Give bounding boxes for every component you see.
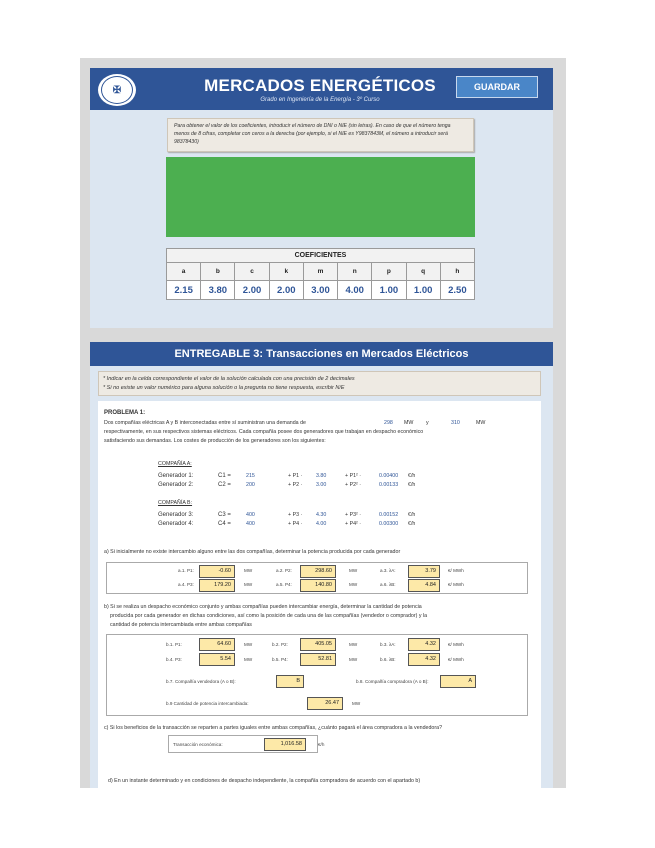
answer-cell-lambda-a[interactable]: 4.32	[408, 638, 440, 651]
university-logo	[96, 72, 138, 108]
answer-label: b.4. P3:	[166, 657, 182, 662]
coef-value: 1.00	[406, 281, 440, 300]
coef-header: q	[406, 263, 440, 281]
warning-note	[98, 371, 541, 396]
answer-label: a.5. P4:	[276, 582, 292, 587]
answer-label: b.6. λB:	[380, 657, 396, 662]
coef-header: n	[338, 263, 372, 281]
unit-label: €/h	[318, 742, 325, 747]
problem-intro-3: satisfaciendo sus demandas. Los costes de producción de los generadores son los siguientes:	[104, 438, 326, 444]
generator-3-name: Generador 3:	[158, 512, 194, 518]
answer-cell-p2[interactable]: 405.05	[300, 638, 336, 651]
answer-cell-p3[interactable]: 5.54	[199, 653, 235, 666]
generator-1-name: Generador 1:	[158, 473, 194, 479]
seal-icon: ✠	[101, 76, 133, 104]
unit-label: MW	[349, 568, 358, 573]
answer-label: a.3. λA:	[380, 568, 396, 573]
answer-cell-p4[interactable]: 140.80	[300, 579, 336, 592]
problem-intro-1: Dos compañías eléctricas A y B interconectadas entre sí suministran una demanda de	[104, 420, 306, 426]
answer-cell-buyer[interactable]: A	[440, 675, 476, 688]
unit-label: MW	[349, 657, 358, 662]
coef-header: b	[201, 263, 235, 281]
unit-label: MW	[244, 568, 253, 573]
generator-2-c0: 200	[246, 482, 255, 488]
answer-cell-p2[interactable]: 298.60	[300, 565, 336, 578]
generator-1-p2: + P1² ·	[345, 473, 362, 479]
generator-2-p: + P2 ·	[288, 482, 303, 488]
coef-value: 1.00	[372, 281, 406, 300]
answer-label: b.1. P1:	[166, 642, 182, 647]
unit-label: MW	[244, 642, 253, 647]
generator-4-c0: 400	[246, 521, 255, 527]
answer-label: a.1. P1:	[178, 568, 194, 573]
generator-3-p2: + P3² ·	[345, 512, 362, 518]
generator-2-unit: €/h	[408, 482, 416, 488]
answer-label: a.2. P2:	[276, 568, 292, 573]
dni-input-area[interactable]	[166, 157, 475, 237]
answer-label: a.4. P3:	[178, 582, 194, 587]
generator-4-unit: €/h	[408, 521, 416, 527]
answer-label: Transacción económica:	[173, 742, 223, 747]
generator-4-name: Generador 4:	[158, 521, 194, 527]
generator-2-p2: + P2² ·	[345, 482, 362, 488]
generator-3-c0: 400	[246, 512, 255, 518]
generator-4-p: + P4 ·	[288, 521, 303, 527]
generator-4-c2: 0.00300	[379, 521, 399, 527]
unit-label: MW	[244, 657, 253, 662]
generator-3-p: + P3 ·	[288, 512, 303, 518]
answer-cell-p1[interactable]: -0.60	[199, 565, 235, 578]
generator-3-c2: 0.00152	[379, 512, 399, 518]
coef-value: 4.00	[338, 281, 372, 300]
question-b-1: b) Si se realiza un despacho económico conjunto y ambas compañías pueden intercambiar energía, determinar la cantidad de potencia	[104, 604, 422, 610]
generator-1-c0: 215	[246, 473, 255, 479]
generator-2-c2: 0.00133	[379, 482, 399, 488]
unit-label: MW	[244, 582, 253, 587]
warning-line-2: * Si no existe un valor numérico para alguna solución o la pregunta no tiene respuesta, escribir N/E	[103, 385, 345, 391]
generator-1-unit: €/h	[408, 473, 416, 479]
save-button[interactable]: GUARDAR	[456, 76, 538, 98]
generator-1-c1: 3.80	[316, 473, 327, 479]
answer-cell-exchange[interactable]: 26.47	[307, 697, 343, 710]
answer-cell-transaction[interactable]: 1,016.58	[264, 738, 306, 751]
answer-label: b.8. Compañía compradora (A o B):	[356, 679, 429, 684]
coef-header: a	[167, 263, 201, 281]
answer-cell-lambda-a[interactable]: 3.79	[408, 565, 440, 578]
answer-cell-lambda-b[interactable]: 4.32	[408, 653, 440, 666]
generator-4-c: C4 =	[218, 521, 231, 527]
answer-label: b.7. Compañía vendedora (A o B):	[166, 679, 236, 684]
deliverable-title: ENTREGABLE 3: Transacciones en Mercados Eléctricos	[90, 342, 553, 366]
answer-cell-seller[interactable]: B	[276, 675, 304, 688]
page-subtitle: Grado en Ingeniería de la Energía - 3º Curso	[260, 97, 380, 103]
question-b-2: producida por cada generador en dichas condiciones, así como la posición de cada una de las compañías (vendedor o comprador) y la	[110, 613, 428, 619]
unit-label: MW	[476, 420, 486, 426]
answer-label: b.2. P2:	[272, 642, 288, 647]
unit-label: €/ MWh	[448, 657, 464, 662]
coef-value: 2.50	[440, 281, 474, 300]
question-d: d) En un instante determinado y en condiciones de despacho independiente, la compañía compradora de acuerdo con el apartado b)	[108, 778, 421, 784]
question-b-3: cantidad de potencia intercambiada entre ambas compañías	[110, 622, 252, 628]
answer-label: b.3. λA:	[380, 642, 396, 647]
coef-value: 3.80	[201, 281, 235, 300]
coef-header: c	[235, 263, 269, 281]
problem-intro-2: respectivamente, en sus respectivos sistemas eléctricos. Cada compañía posee dos generadores que trabajan en despacho económico	[104, 429, 424, 435]
demand-b: 310	[451, 420, 460, 426]
answer-cell-p3[interactable]: 179.20	[199, 579, 235, 592]
question-a: a) Si inicialmente no existe intercambio alguno entre las dos compañías, determinar la potencia producida por cada generador	[104, 549, 401, 555]
generator-3-unit: €/h	[408, 512, 416, 518]
generator-2-name: Generador 2:	[158, 482, 194, 488]
coef-header: h	[440, 263, 474, 281]
instructions-note: Para obtener el valor de los coeficientes, introducir el número de DNI o NIE (sin letras). En caso de que el número tenga menos de 8 cifras, completar con ceros a la derecha (por ejemplo, si el NIE es Y9837843M, el número a introducir será 98378430)	[167, 118, 474, 152]
question-c: c) Si los beneficios de la transacción se reparten a partes iguales entre ambas compañías, ¿cuánto pagará el área compradora a la vendedora?	[104, 725, 443, 731]
company-a-label: COMPAÑÍA A:	[158, 461, 192, 467]
generator-3-c: C3 =	[218, 512, 231, 518]
unit-label: MW	[352, 701, 361, 706]
generator-1-p: + P1 ·	[288, 473, 303, 479]
unit-label: MW	[349, 582, 358, 587]
coef-header: p	[372, 263, 406, 281]
answer-label: a.6. λB:	[380, 582, 396, 587]
problem-title: PROBLEMA 1:	[104, 410, 146, 416]
company-b-label: COMPAÑÍA B:	[158, 500, 193, 506]
unit-label: €/ MWh	[448, 582, 464, 587]
generator-4-c1: 4.00	[316, 521, 327, 527]
coef-value: 2.00	[235, 281, 269, 300]
answer-cell-lambda-b[interactable]: 4.84	[408, 579, 440, 592]
demand-a: 298	[384, 420, 393, 426]
generator-1-c: C1 =	[218, 473, 231, 479]
generator-3-c1: 4.30	[316, 512, 327, 518]
warning-line-1: * Indicar en la celda correspondiente el valor de la solución calculada con una precisión de 2 decimales	[103, 376, 355, 382]
generator-2-c1: 3.00	[316, 482, 327, 488]
answer-label: b.9 Cantidad de potencia intercambiada:	[166, 701, 249, 706]
generator-1-c2: 0.00400	[379, 473, 399, 479]
page-title: MERCADOS ENERGÉTICOS	[204, 76, 436, 95]
coefficients-table	[166, 248, 475, 300]
generator-4-p2: + P4² ·	[345, 521, 362, 527]
coef-header: k	[269, 263, 303, 281]
unit-label: MW	[404, 420, 414, 426]
generator-2-c: C2 =	[218, 482, 231, 488]
coef-header: m	[303, 263, 337, 281]
coef-value: 3.00	[303, 281, 337, 300]
answer-cell-p1[interactable]: 64.60	[199, 638, 235, 651]
coef-value: 2.15	[167, 281, 201, 300]
answer-label: b.5. P4:	[272, 657, 288, 662]
unit-label: MW	[349, 642, 358, 647]
answer-cell-p4[interactable]: 52.81	[300, 653, 336, 666]
conjunction: y	[426, 420, 429, 426]
coef-value: 2.00	[269, 281, 303, 300]
unit-label: €/ MWh	[448, 568, 464, 573]
coefficients-title: COEFICIENTES	[167, 249, 475, 263]
unit-label: €/ MWh	[448, 642, 464, 647]
